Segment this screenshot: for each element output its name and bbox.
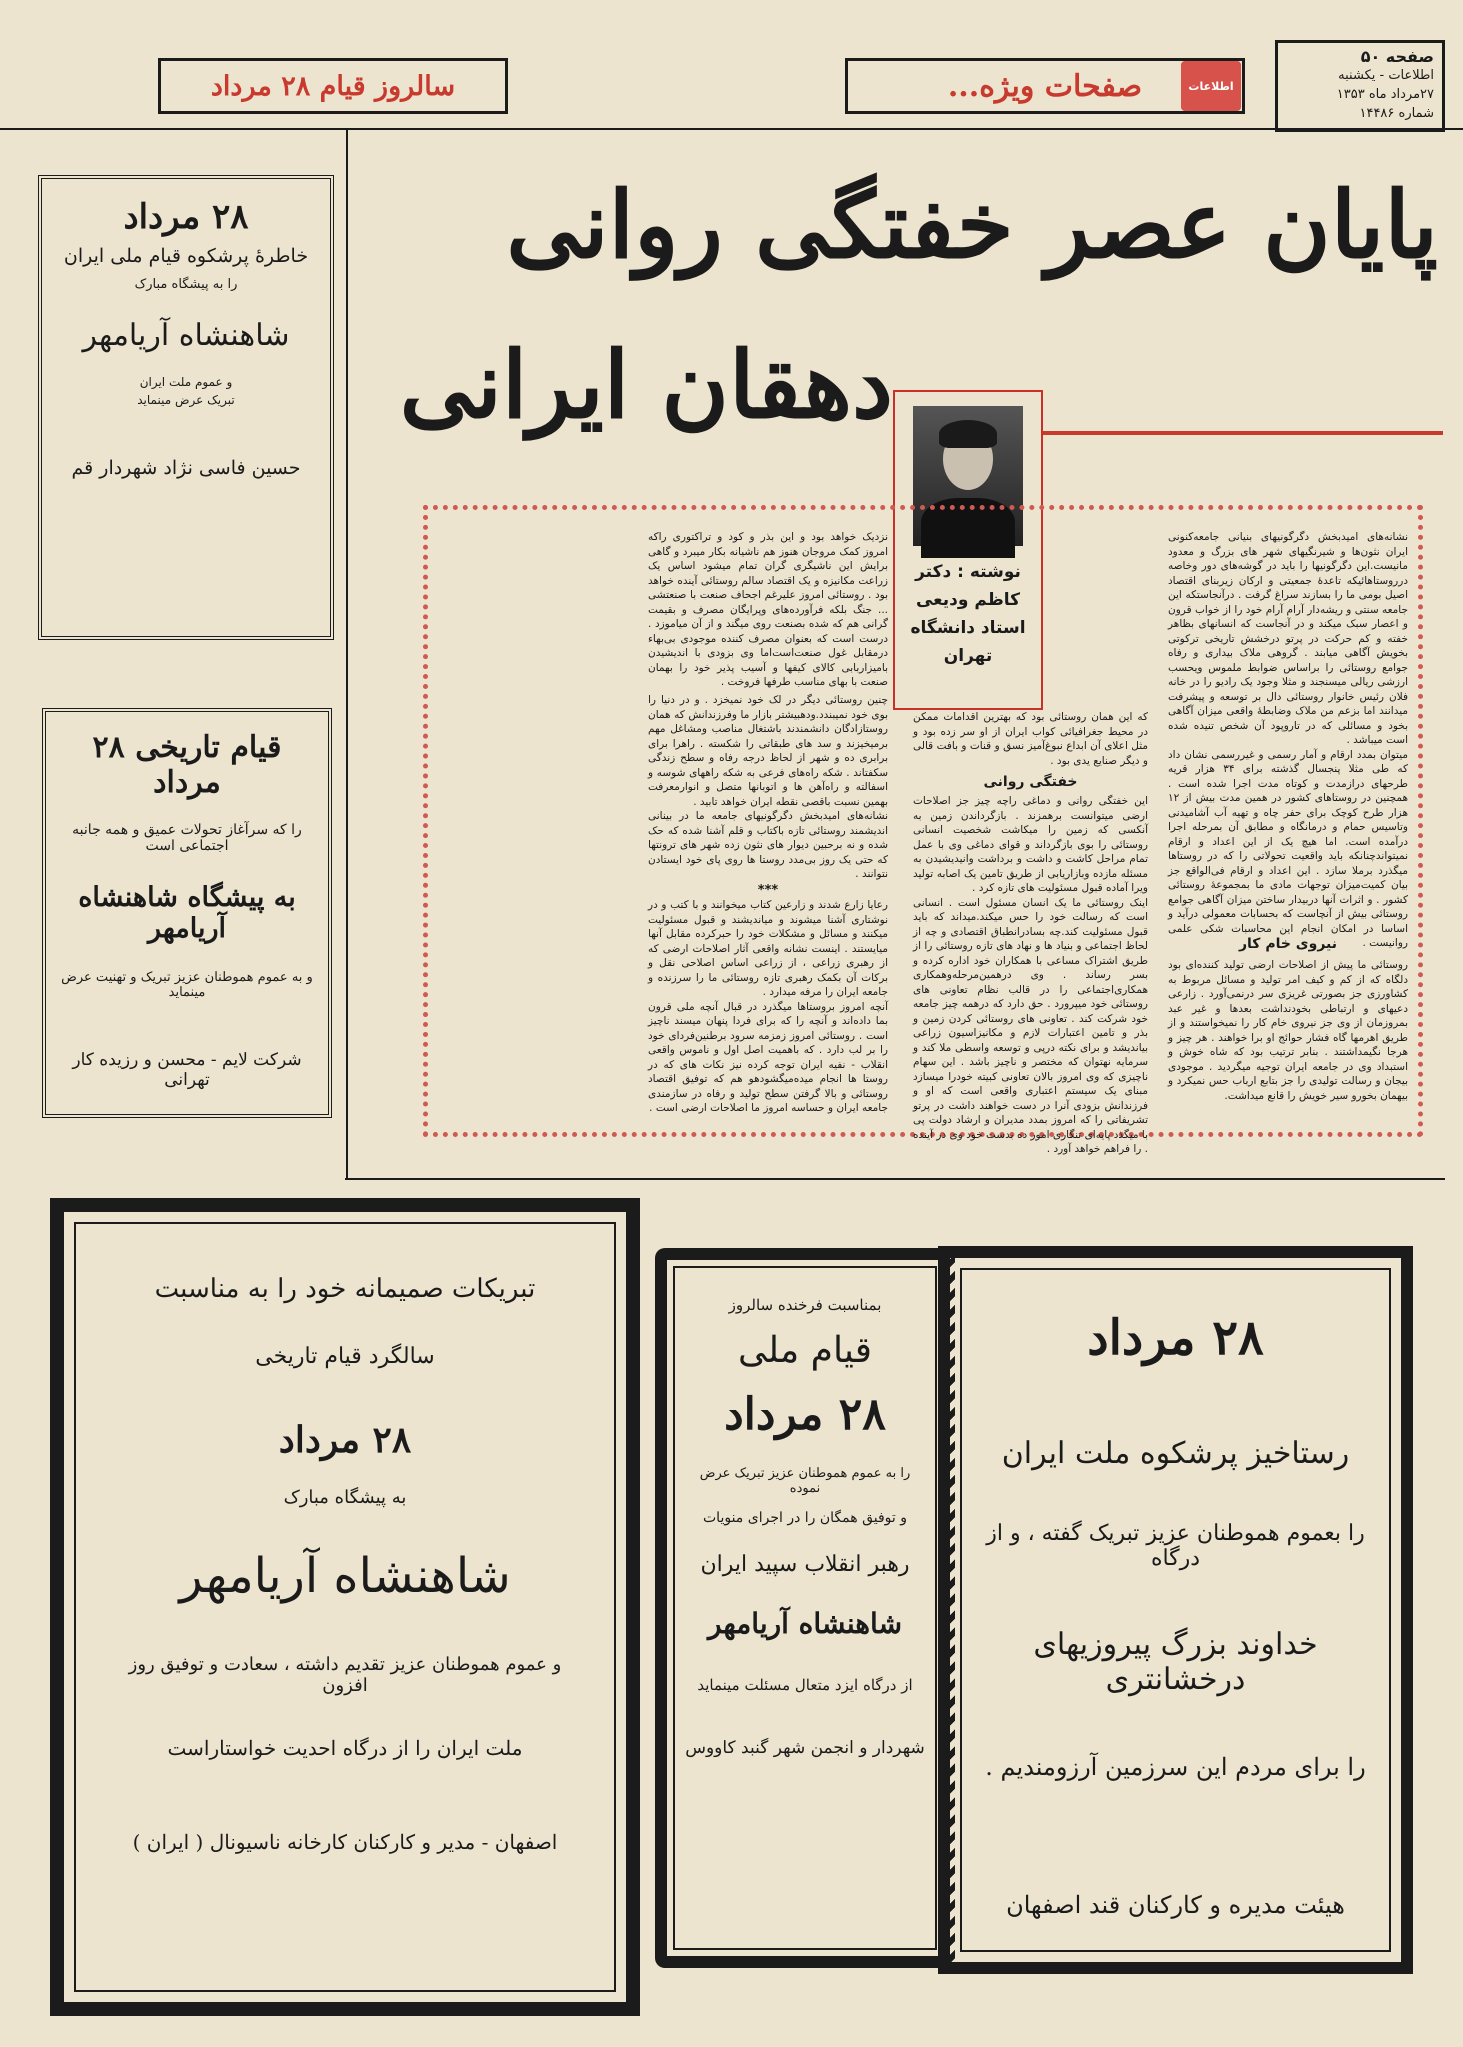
headline-red-rule (1023, 431, 1443, 435)
article-col-mid-text-b: این خفتگی روانی و دماغی راچه چیز جز اصلاحات ارضی میتوانست برهمزند . بازگرداندن زمین به آنکسی که زمین را میکاشت شخصیت انسانی روستائی را بوی بازگرداند و قوای دماغی وی با عمل تمام مراحل کاشت و داشت و برداشت وانیدیشیدن به مسئله مازده وبازاریابی از طریق تامین یک اصابه تولید ویرا آماده قبول مسئولیت های تازه کرد . اینک روستائی ما یک انسان مسئول است . انسانی است که رسالت خود را حس میکند.میداند که باید قبول مسئولیت کند.چه بسادرانطباق اقتصادی و چه از لحاظ اجتماعی و بنیاد ها و نهاد های تازه روستائی را از طریق اشتراک مساعی با همکاران خود اداره کرده و بسر رساند . وی درهمین‌مرحله‌وهمکاری همکاری‌اجتماعی را در قالب نظام تعاونی های روستائی خود میپرورد . حق دارد که درهمه چیز جامعه خود شرکت کند . تعاونی های روستائی کردن زمین و بذر و تامین اعتبارات لازم و مکانیزاسیون زراعی بیاندیشد و برای نکته درپی و توسعه واسطی ملا کند و سرمایه نهتوان که مختصر و ناچیز باشد . این سهام ناچیزی که وی امروز بالان تعاونی کبیته خودرا میسازد مبنای یک سیستم اعتباری واقعی است که او و فرزندانش بزودی آنرا در دست خواهند داشت در پرتو تشریفاتی را که امروز بمدد مدیران و ارشاد دولت پی با میگذد پایه‌ای تنگاری امور ده بدست خود وی در آینده . را فراهم خواهد آورد . (913, 795, 1148, 1155)
ad-bottom-mid-border (655, 1248, 955, 1968)
masthead-rule (0, 128, 1463, 130)
ad-top-left-line5: تبریک عرض مینماید (137, 393, 235, 407)
headline-line-2: دهقان ایرانی (399, 331, 893, 439)
logo-emblem (1181, 61, 1241, 111)
ad-bottom-left-line1: تبریکات صمیمانه خود را به مناسبت (154, 1274, 536, 1304)
section-stars: *** (757, 883, 779, 898)
ad-top-left (38, 175, 334, 640)
ad-bottom-mid-signer: شهردار و انجمن شهر گنبد کاووس (685, 1738, 925, 1758)
ad-mid-left-line3: و به عموم هموطنان عزیز تبریک و تهنیت عرض مینماید (61, 970, 313, 1000)
ad-bottom-left-line2: سالگرد قیام تاریخی (255, 1344, 435, 1369)
issue-number: شماره ۱۴۴۸۶ (1359, 106, 1434, 121)
ad-bottom-mid (673, 1266, 937, 1950)
ad-bottom-left-line4: به پیشگاه مبارک (283, 1487, 407, 1508)
section-divider (345, 1178, 1445, 1180)
ad-top-left-line4: و عموم ملت ایران (139, 375, 233, 389)
ad-bottom-left (74, 1222, 616, 1992)
article-col-left (644, 530, 889, 1120)
ad-mid-left-line2: به پیشگاه شاهنشاه آریامهر (78, 882, 296, 944)
article-col-mid (909, 710, 1149, 1155)
article-col-left-text-b: چنین روستائی دیگر در لک خود نمیخزد . و در دنیا را بوی خود نمیبندد.ودهبیشتر بازار ما وفرزندانش که همان روستازادگان دانشمندند باشتغال مناصب ومشاغل مهم برمیخیزند و سد های طبقاتی را شکسته . راهرا برای برابری ده و شهر از لحاظ درجه رفاه و سطح زندگی سکفتاند . شکه راه‌های فرعی به شکه راههای شوسه و اسفالته و راه‌آهن ها و اتوبانها متصل و انوارمعرفت بهمین نسبت باقصی نقطه ایران خواهد تابید . نشانه‌های امیدبخش دگرگونیهای جامعه ما در بینانی اندیشمند روستائی تازه باکتاب و قلم آشنا شده که حک شده و نه برحبین دیوار های نثون زده شهر های ترونتها که حتی یک روز بی‌مدد روستا ها روی پای خود ایستادن نتوانند . (648, 694, 889, 880)
ad-bottom-left-line5: شاهنشاه آریامهر (179, 1548, 511, 1604)
ad-bottom-right-title: ۲۸ مرداد (1087, 1310, 1264, 1366)
ad-bottom-mid-line2: قیام ملی (738, 1330, 872, 1371)
ad-bottom-left-border (50, 1198, 640, 2016)
article-col-right (1164, 530, 1409, 1120)
ad-bottom-mid-line4: را به عموم هموطنان عزیز تبریک عرض نموده (699, 1466, 911, 1496)
ad-top-left-title: ۲۸ مرداد (123, 197, 249, 237)
ad-bottom-right-line2: را بعموم هموطنان عزیز تبریک گفته ، و از درگاه (986, 1521, 1365, 1571)
author-title: استاد دانشگاه (910, 618, 1026, 638)
author-affiliation: تهران (943, 646, 993, 666)
headline-line-1: پایان عصر خفتگی روانی (506, 171, 1438, 279)
author-name: کاظم ودیعی (915, 590, 1020, 610)
ad-mid-left (42, 708, 332, 1118)
ad-bottom-left-line6: و عموم هموطنان عزیز تقدیم داشته ، سعادت و توفیق روز افزون (128, 1654, 562, 1696)
column-divider (346, 130, 348, 1180)
subhead-raw-labor: نیروی خام کار (1238, 936, 1338, 952)
ad-bottom-mid-line5: و توفیق همگان را در اجرای منویات (703, 1510, 907, 1526)
masthead-info-box (1275, 40, 1445, 132)
ad-mid-left-title: قیام تاریخی ۲۸ مرداد (92, 730, 282, 800)
ad-mid-left-signer: شرکت لایم - محسن و رزیده کار تهرانی (72, 1050, 302, 1090)
date-line: ۲۷مرداد ماه ۱۳۵۳ (1336, 87, 1434, 102)
anniversary-label: سالروز قیام ۲۸ مرداد (210, 70, 456, 102)
ad-bottom-right (960, 1268, 1391, 1952)
article-col-left-text: نزدیک خواهد بود و این بذر و کود و تراکتوری راکه امروز کمک مروجان هنوز هم ناشیانه بکار میبرد و گاهی برایش این ناشیگری گران تمام میشود اساس یک زراعت مکانیزه و یک اقتصاد سالم روستائی آینده خواهد بود . روستائی امروز علیرغم اجحاف صنعت با صنعتشی ... جنگ بلکه فرآورده‌های وپرایگان مصرف و بقیمت گرانی هم که شده بصنعت روی میگند و از آن میاموزد . درست است که بعنوان مصرف کننده موجودی بی‌بهاء درمقابل غول صنعت‌است‌اما وی بزودی با اندیشیدن بامیزاربابی کالای کیفها و آسیب پذیر خود را بهمان صنعت با بهای مناسب طرفها فروخت . (644, 531, 888, 688)
page-number: صفحه ۵۰ (1360, 47, 1434, 66)
article-col-right-text: نشانه‌های امیدبخش دگرگونیهای بنیانی جامعه‌کنونی ایران نثون‌ها و شیرنگیهای شهر های بزرگ و معدود مانیست.این دگرگونیها را باید در گوشه‌های دور وخاصه درروستاهائیکه تاعدهٔ جمعیتی و ارکان زیربنای اقتصاد اصیل بومی ما را بسازند سراغ گرفت . درآنجاستکه این جامعه سنتی و ریشه‌دار آرام آرام خود را از خواب قرون و اعصار سبک میکند و در آنجاست که انسانهای بظاهر خفته و کم حرکت در پرتو درخشش تاریخی ترکوتی بخویش آگاهی میابند . گروهی ملاک بیداری و رفاه جوامع روستائی را براساس ضوابط ملموس ویحسب ارزشی ریالی میسنجند و مثلا وجود یک رادیو را در خانه فلان رئیس خانوار روستائی دال بر توسعه و پیشرفت میدانند اما بزعم من ملاک وضابطهٔ واقعی میزان آگاهی بخود و مسائلی که در تاروپود آن شخص تنیده شده است میباشد . میتوان بمدد ارقام و آمار رسمی و غیررسمی نشان داد که طی مثلا پنجسال گذشته برای ۳۴ هزار قریه طرحهای درازمدت و کوتاه مدت اجرا شده است . همچنین در روستاهای کشور در همین مدت بیش از ۱۲ هزار طرح کوچک برای حفر چاه و تهیه آب آشامیدنی وتاسیس حمام و درمانگاه و مطابق آن بمرحله اجرا درآمده است. اما هیچ یک از این اعداد و ارقام نمیتواندچنانکه باید واقعیت تحولاتی را که در روستاها میگذرد برملا سازد . این اعداد و ارقام فی‌الواقع جز بیان کمیت‌میزان توجهات مادی ما بمجموعهٔ روستائی کشور . و اثرات آنها دربیدار ساختن میزان آگاهی جوامع روستائی بیش از آنچاست که بحسابات معمولی درآید و اساسا در امکان انجام این محاسبات شکی علمی روانیست . (1168, 531, 1409, 949)
ad-top-left-line3: شاهنشاه آریامهر (82, 318, 290, 353)
byline-prefix: نوشته : دکتر (915, 562, 1021, 582)
ad-bottom-mid-line8: از درگاه ایزد متعال مسئلت مینماید (697, 1676, 913, 1694)
ad-bottom-right-line1: رستاخیز پرشکوه ملت ایران (1001, 1436, 1350, 1471)
article-col-mid-text: که این همان روستائی بود که بهترین اقدامات ممکن در محیط جغرافیائی کواب ایران از او سر زده بود و مثل اعلای آن ابداع نبوغ‌آمیز نسق و قنات و بافت قالی و دیگر صنایع یدی بود . (909, 711, 1149, 767)
ad-bottom-right-border (938, 1246, 1413, 1974)
ad-bottom-mid-line1: بمناسبت فرخنده سالروز (728, 1296, 882, 1314)
ad-top-left-line1: خاطرهٔ پرشکوه قیام ملی ایران (63, 245, 309, 267)
subhead-psychological-slumber: خفتگی روانی (983, 774, 1078, 790)
ad-bottom-right-signer: هیئت مدیره و کارکنان قند اصفهان (1006, 1891, 1345, 1919)
ad-bottom-right-line3: خداوند بزرگ پیروزیهای درخشانتری (1033, 1627, 1318, 1697)
ad-top-left-line2: را به پیشگاه مبارک (134, 277, 238, 292)
article-col-right-text-b: روستائی ما پیش از اصلاحات ارضی تولید کننده‌ای بود دلگاه که از کم و کیف امر تولید و مسائل مربوط به کشاورزی جز بصورتی غریزی سر درنمی‌آورد . زارعی دعیهای و ارتباطی بخودنداشت بعدها و غیر عبد بمروزمان از وی جز نیروی خام کار را نمیخواستند و از طریق اهرمها گاه فشار حوائج او برا خواهند . هر چیز و هرجا نگیمداشتند . بنابر ترتیب بود که شاه خوش و استبداد وی در جامعه ایران توجیه میگردید . موجودی بیجان و رسالت تولیدی را جز بتابع ارباب حس نمیکرد و بیهمان بخورو سیر خویش را قانع میداشت. (1164, 959, 1409, 1102)
ad-bottom-right-line4: را برای مردم این سرزمین آرزومندیم . (985, 1753, 1366, 1781)
paper-date: اطلاعات - یکشنبه (1338, 68, 1434, 83)
logo-text: اطلاعات (1188, 79, 1234, 93)
ad-mid-left-line1: را که سرآغاز تحولات عمیق و همه جانبه اجتماعی است (72, 822, 302, 854)
ad-bottom-mid-line3: ۲۸ مرداد (724, 1389, 886, 1440)
ad-bottom-left-line7: ملت ایران را از درگاه احدیت خواستاراست (167, 1736, 523, 1760)
ad-top-left-signer: حسین فاسی نژاد شهردار قم (71, 457, 301, 479)
article-col-left-text-c: رعایا زارع شدند و زارعین کتاب میخوانند و با کتب و در نوشتاری آشنا میشوند و میاندیشند و قبول مسئولیت میکنند و مسائل و مشکلات خود را حبرکرده مقابل آنها میایستند . اینست نشانه واقعی آثار اصلاحات ارضی که از رهبری زراعی ، از زراعی اساس اصلاحی نقل و برکات آن بکمک رهبری تازه روستائی ما را سرزنده و جامعه ایران را مرفه میدارد . آنچه امروز بروستاها میگذرد در قبال آنچه ملی قرون بما داده‌اند و آنچه را که برای فردا پنهان میسند ناچیز است . روستائی امروز زمزمه سرود برطنین‌فردای خود را بر لب دارد . که باهمیت اصل اول و ناموس واقعی انقلاب - نفیه ایران توجه کرده نیز نکات های که در روستا ها انجام میده‌میگشودهو هم که توفیق اقتصاد روستائی و بالا گرفتن سطح تولید و رفاه در سازمندی جامعه ایران و حساسه امروز ما اصلاحات ارضی است . (648, 899, 889, 1114)
author-hair (939, 420, 997, 448)
ad-bottom-mid-line6: رهبر انقلاب سپید ایران (700, 1552, 910, 1577)
ad-bottom-left-signer: اصفهان - مدیر و کارکنان کارخانه ناسیونال ( ایران ) (132, 1830, 558, 1854)
special-pages-label: صفحات ویژه... (947, 68, 1143, 104)
anniversary-banner (158, 58, 508, 114)
ad-bottom-left-line3: ۲۸ مرداد (278, 1419, 412, 1461)
ad-bottom-mid-line7: شاهنشاه آریامهر (707, 1607, 903, 1640)
